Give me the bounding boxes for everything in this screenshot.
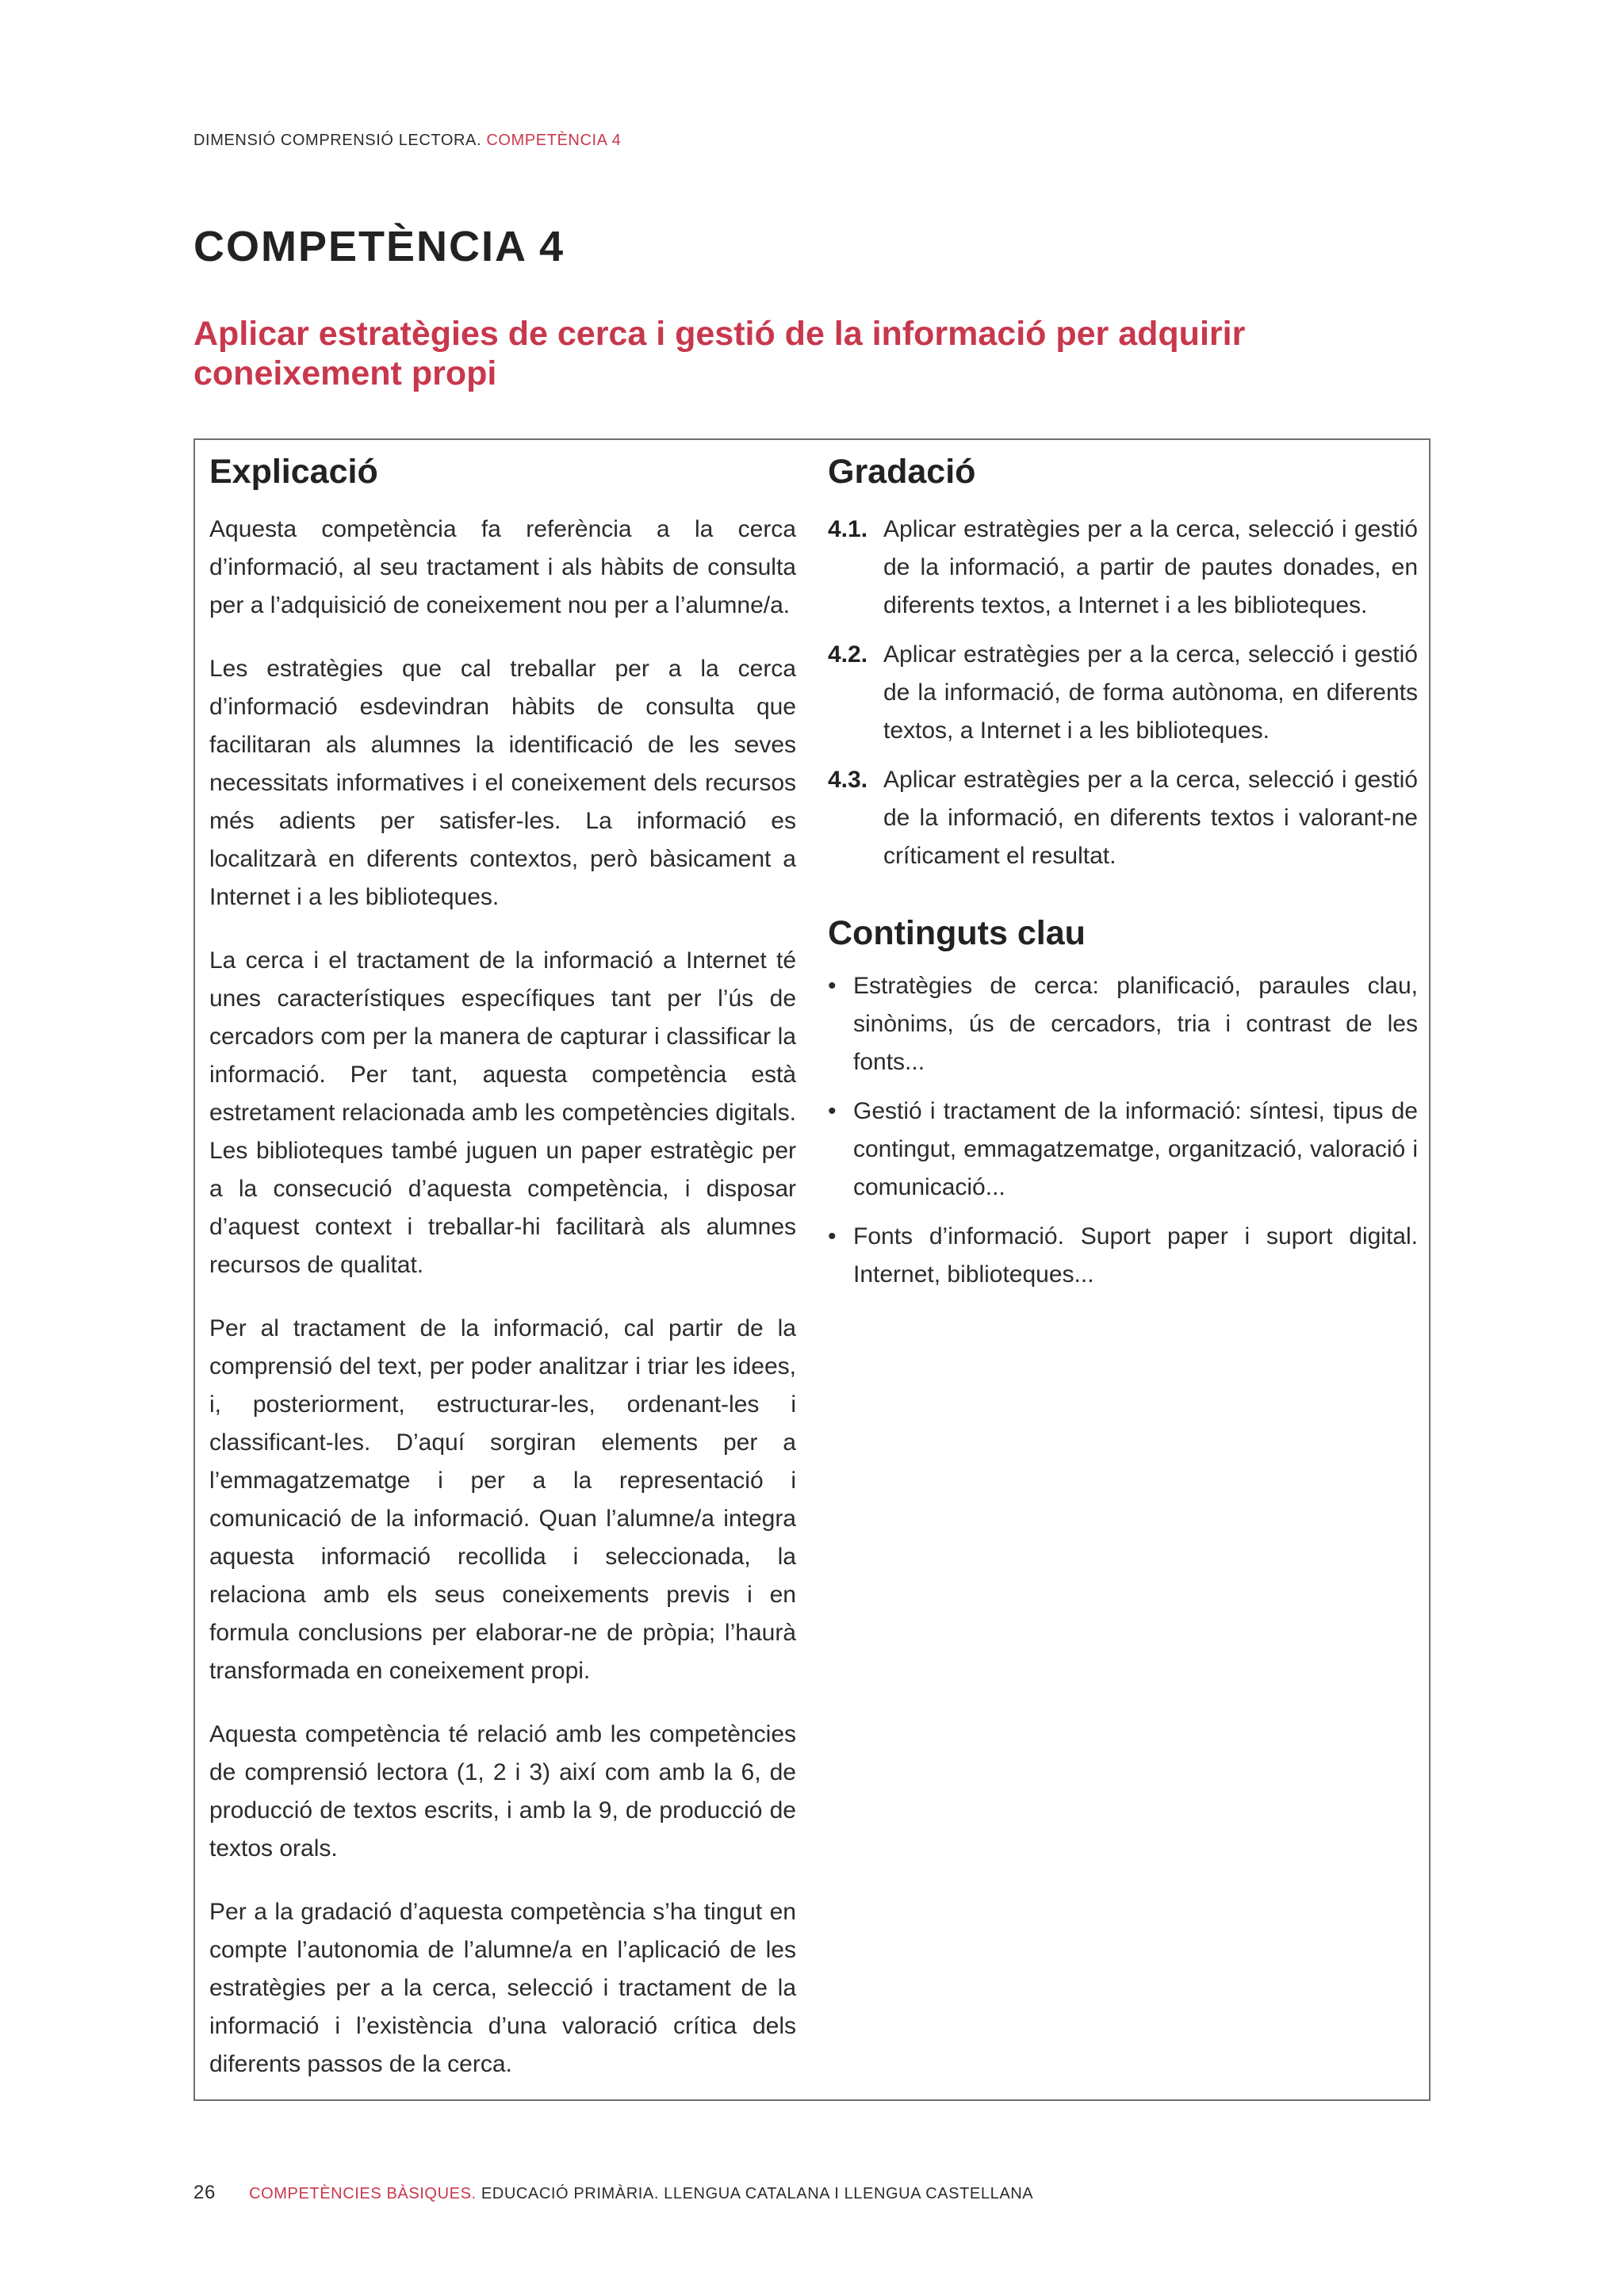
gradacio-text: Aplicar estratègies per a la cerca, selecció i gestió de la informació, en diferents textos i valorant-ne críticament el resultat. (883, 767, 1418, 869)
running-header (193, 132, 621, 150)
continguts-title: Continguts clau (828, 914, 1086, 952)
subtitle-line-1: Aplicar estratègies de cerca i gestió de la informació per adquirir (193, 315, 1246, 353)
gradacio-item (828, 636, 1418, 750)
bullet-icon: • (828, 1223, 837, 1249)
gradacio-item (828, 511, 1418, 625)
gradacio-column (828, 450, 1418, 1294)
explicacio-paragraph: Aquesta competència té relació amb les competències de comprensió lectora (1, 2 i 3) així com amb la 6, de producció de textos escrits, i amb la 9, de producció de textos orals. (209, 1721, 796, 1862)
explicacio-paragraph: Les estratègies que cal treballar per a la cerca d’informació esdevindran hàbits de consulta que facilitaran als alumnes la identificació de les seves necessitats informatives i el coneixement dels recursos més adients per satisfer-les. La informació es localitzarà en diferents contextos, però bàsicament a Internet i a les biblioteques. (209, 656, 796, 910)
header-dimension: DIMENSIÓ COMPRENSIÓ LECTORA. (193, 132, 482, 149)
list-item-text: Fonts d’informació. Suport paper i suport digital. Internet, biblioteques... (853, 1223, 1418, 1288)
explicacio-column (209, 450, 796, 2084)
footer-series: COMPETÈNCIES BÀSIQUES. (249, 2185, 477, 2202)
list-item (828, 1218, 1418, 1294)
gradacio-number: 4.2. (828, 641, 868, 668)
explicacio-paragraph: La cerca i el tractament de la informació a Internet té unes característiques específiques tant per l’ús de cercadors com per la manera de capturar i classificar la informació. Per tant, aquesta competència està estretament relacionada amb les competències digitals. Les biblioteques també juguen un paper estratègic per a la consecució d’aquesta competència, i disposar d’aquest context i treballar-hi facilitarà als alumnes recursos de qualitat. (209, 947, 796, 1278)
page-title: COMPETÈNCIA 4 (193, 223, 565, 270)
subtitle-line-2: coneixement propi (193, 354, 497, 392)
list-item-text: Estratègies de cerca: planificació, paraules clau, sinònims, ús de cercadors, tria i contrast de les fonts... (853, 973, 1418, 1075)
gradacio-title: Gradació (828, 453, 976, 491)
explicacio-title: Explicació (209, 453, 378, 491)
bullet-icon: • (828, 1098, 837, 1124)
continguts-list (828, 967, 1418, 1294)
gradacio-item (828, 761, 1418, 875)
gradacio-number: 4.1. (828, 516, 868, 542)
gradacio-number: 4.3. (828, 767, 868, 793)
explicacio-paragraph: Aquesta competència fa referència a la cerca d’informació, al seu tractament i als hàbits de consulta per a l’adquisició de coneixement nou per a l’alumne/a. (209, 516, 796, 618)
gradacio-text: Aplicar estratègies per a la cerca, selecció i gestió de la informació, de forma autònoma, en diferents textos, a Internet i a les biblioteques. (883, 641, 1418, 744)
bullet-icon: • (828, 973, 837, 999)
list-item (828, 1093, 1418, 1207)
explicacio-paragraph: Per a la gradació d’aquesta competència s’ha tingut en compte l’autonomia de l’alumne/a en l’aplicació de les estratègies per a la cerca, selecció i tractament de la informació i l’existència d’una valoració crítica dels diferents passos de la cerca. (209, 1899, 796, 2077)
header-competence: COMPETÈNCIA 4 (486, 132, 622, 149)
list-item (828, 967, 1418, 1081)
page-footer (193, 2182, 1033, 2204)
gradacio-text: Aplicar estratègies per a la cerca, selecció i gestió de la informació, a partir de pautes donades, en diferents textos, a Internet i a les biblioteques. (883, 516, 1418, 618)
explicacio-paragraph: Per al tractament de la informació, cal partir de la comprensió del text, per poder analitzar i triar les idees, i, posteriorment, estructurar-les, ordenant-les i classificant-les. D’aquí sorgiran elements per a l’emmagatzematge i per a la representació i comunicació de la informació. Quan l’alumne/a integra aquesta informació recollida i seleccionada, la relaciona amb els seus coneixements previs i en formula conclusions per elaborar-ne de pròpia; l’haurà transformada en coneixement propi. (209, 1315, 796, 1684)
page-number: 26 (193, 2182, 216, 2203)
footer-text: EDUCACIÓ PRIMÀRIA. LLENGUA CATALANA I LLENGUA CASTELLANA (481, 2185, 1034, 2202)
page-subtitle (193, 314, 1304, 393)
list-item-text: Gestió i tractament de la informació: síntesi, tipus de contingut, emmagatzematge, organització, valoració i comunicació... (853, 1098, 1418, 1200)
